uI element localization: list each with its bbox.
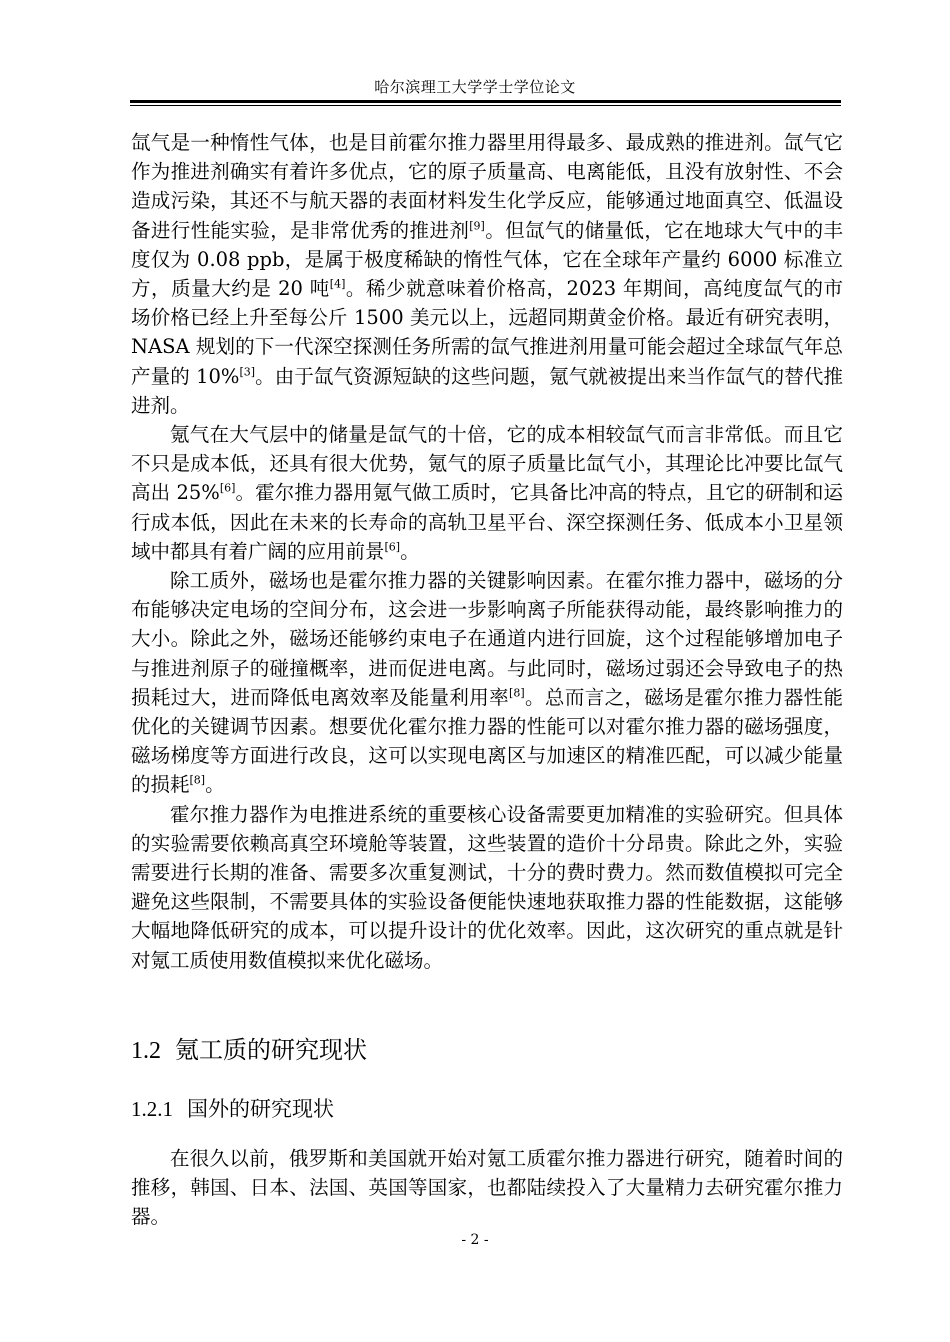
paragraph-5: 在很久以前，俄罗斯和美国就开始对氪工质霍尔推力器进行研究，随着时间的推移，韩国、日本、法国、英国等国家，也都陆续投入了大量精力去研究霍尔推力器。	[131, 1147, 843, 1229]
paragraph-4	[131, 800, 843, 975]
body-text	[131, 128, 843, 975]
paragraph-text: 霍尔推力器作为电推进系统的重要核心设备需要更加精准的实验研究。但具体的实验需要依赖高真空环境舱等装置，这些装置的造价十分昂贵。除此之外，实验需要进行长期的准备、需要多次重复测试，十分的费时费力。然而数值模拟可完全避免这些限制，不需要具体的实验设备便能快速地获取推力器的性能数据，这能够大幅地降低研究的成本，可以提升设计的优化效率。因此，这次研究的重点就是针对氪工质使用数值模拟来优化磁场。	[131, 802, 843, 972]
paragraph-text: 。但氙气的储量低，它在地球大气中的丰度仅为 0.08 ppb，是属于极度稀缺的惰性气体，它在全球年产量约 6000 标准立方，质量大约是 20 吨	[131, 218, 843, 301]
running-header: 哈尔滨理工大学学士学位论文	[374, 78, 576, 96]
section-heading	[131, 1030, 367, 1065]
subsection-title: 国外的研究现状	[187, 1097, 334, 1121]
citation-ref: [8]	[189, 773, 206, 787]
paragraph-text: 。霍尔推力器用氪气做工质时，它具备比冲高的特点，且它的研制和运行成本低，因此在未来的长寿命的高轨卫星平台、深空探测任务、低成本小卫星领域中都具有着广阔的应用前景	[131, 481, 843, 563]
citation-ref: [4]	[329, 277, 346, 291]
last-body-text	[131, 1144, 843, 1232]
paragraph-text: 。总而言之，磁场是霍尔推力器性能优化的关键调节因素。想要优化霍尔推力器的性能可以对霍尔推力器的磁场强度，磁场梯度等方面进行改良，这可以实现电离区与加速区的精准匹配，可以减少能量的损耗	[131, 685, 843, 797]
paragraph-text: 。稀少就意味着价格高，2023 年期间，高纯度氙气的市场价格已经上升至每公斤 1500 美元以上，远超同期黄金价格。最近有研究表明，NASA 规划的下一代深空探测任务所需的氙气推进剂用量可能会超过全球氙气年总产量的 10%	[131, 277, 843, 388]
paragraph-text: 除工质外，磁场也是霍尔推力器的关键影响因素。在霍尔推力器中，磁场的分布能够决定电场的空间分布，这会进一步影响离子所能获得动能，最终影响推力的大小。除此之外，磁场还能够约束电子在通道内进行回旋，这个过程能够增加电子与推进剂原子的碰撞概率，进而促进电离。与此同时，磁场过弱还会导致电子的热损耗过大，进而降低电离效率及能量利用率	[131, 569, 843, 709]
paragraph-text: 。	[400, 539, 420, 563]
page-number: - 2 -	[461, 1232, 489, 1248]
subsection-heading	[131, 1093, 334, 1123]
citation-ref: [8]	[509, 686, 525, 700]
header-rule-thick	[130, 100, 841, 103]
citation-ref: [9]	[469, 219, 485, 233]
paragraph-2	[131, 420, 843, 566]
paragraph-text: 氪气在大气层中的储量是氙气的十倍，它的成本相较氙气而言非常低。而且它不只是成本低，还具有很大优势，氪气的原子质量比氙气小，其理论比冲要比氙气高出 25%	[131, 423, 843, 505]
citation-ref: [6]	[219, 481, 236, 495]
paragraph-1	[131, 128, 843, 420]
section-number: 1.2	[131, 1038, 161, 1064]
paragraph-text: 。由于氙气资源短缺的这些问题，氪气就被提出来当作氙气的替代推进剂。	[131, 364, 843, 417]
paragraph-text: 氙气是一种惰性气体，也是目前霍尔推力器里用得最多、最成熟的推进剂。氙气它作为推进剂确实有着许多优点，它的原子质量高、电离能低，且没有放射性、不会造成污染，其还不与航天器的表面材料发生化学反应，能够通过地面真空、低温设备进行性能实验，是非常优秀的推进剂	[131, 131, 843, 242]
header-rule-thin	[130, 105, 841, 106]
paragraph-3	[131, 566, 843, 800]
citation-ref: [6]	[384, 540, 401, 554]
subsection-number: 1.2.1	[131, 1097, 173, 1121]
paragraph-text: 。	[205, 773, 225, 797]
section-title: 氪工质的研究现状	[175, 1036, 367, 1064]
citation-ref: [3]	[239, 365, 256, 379]
